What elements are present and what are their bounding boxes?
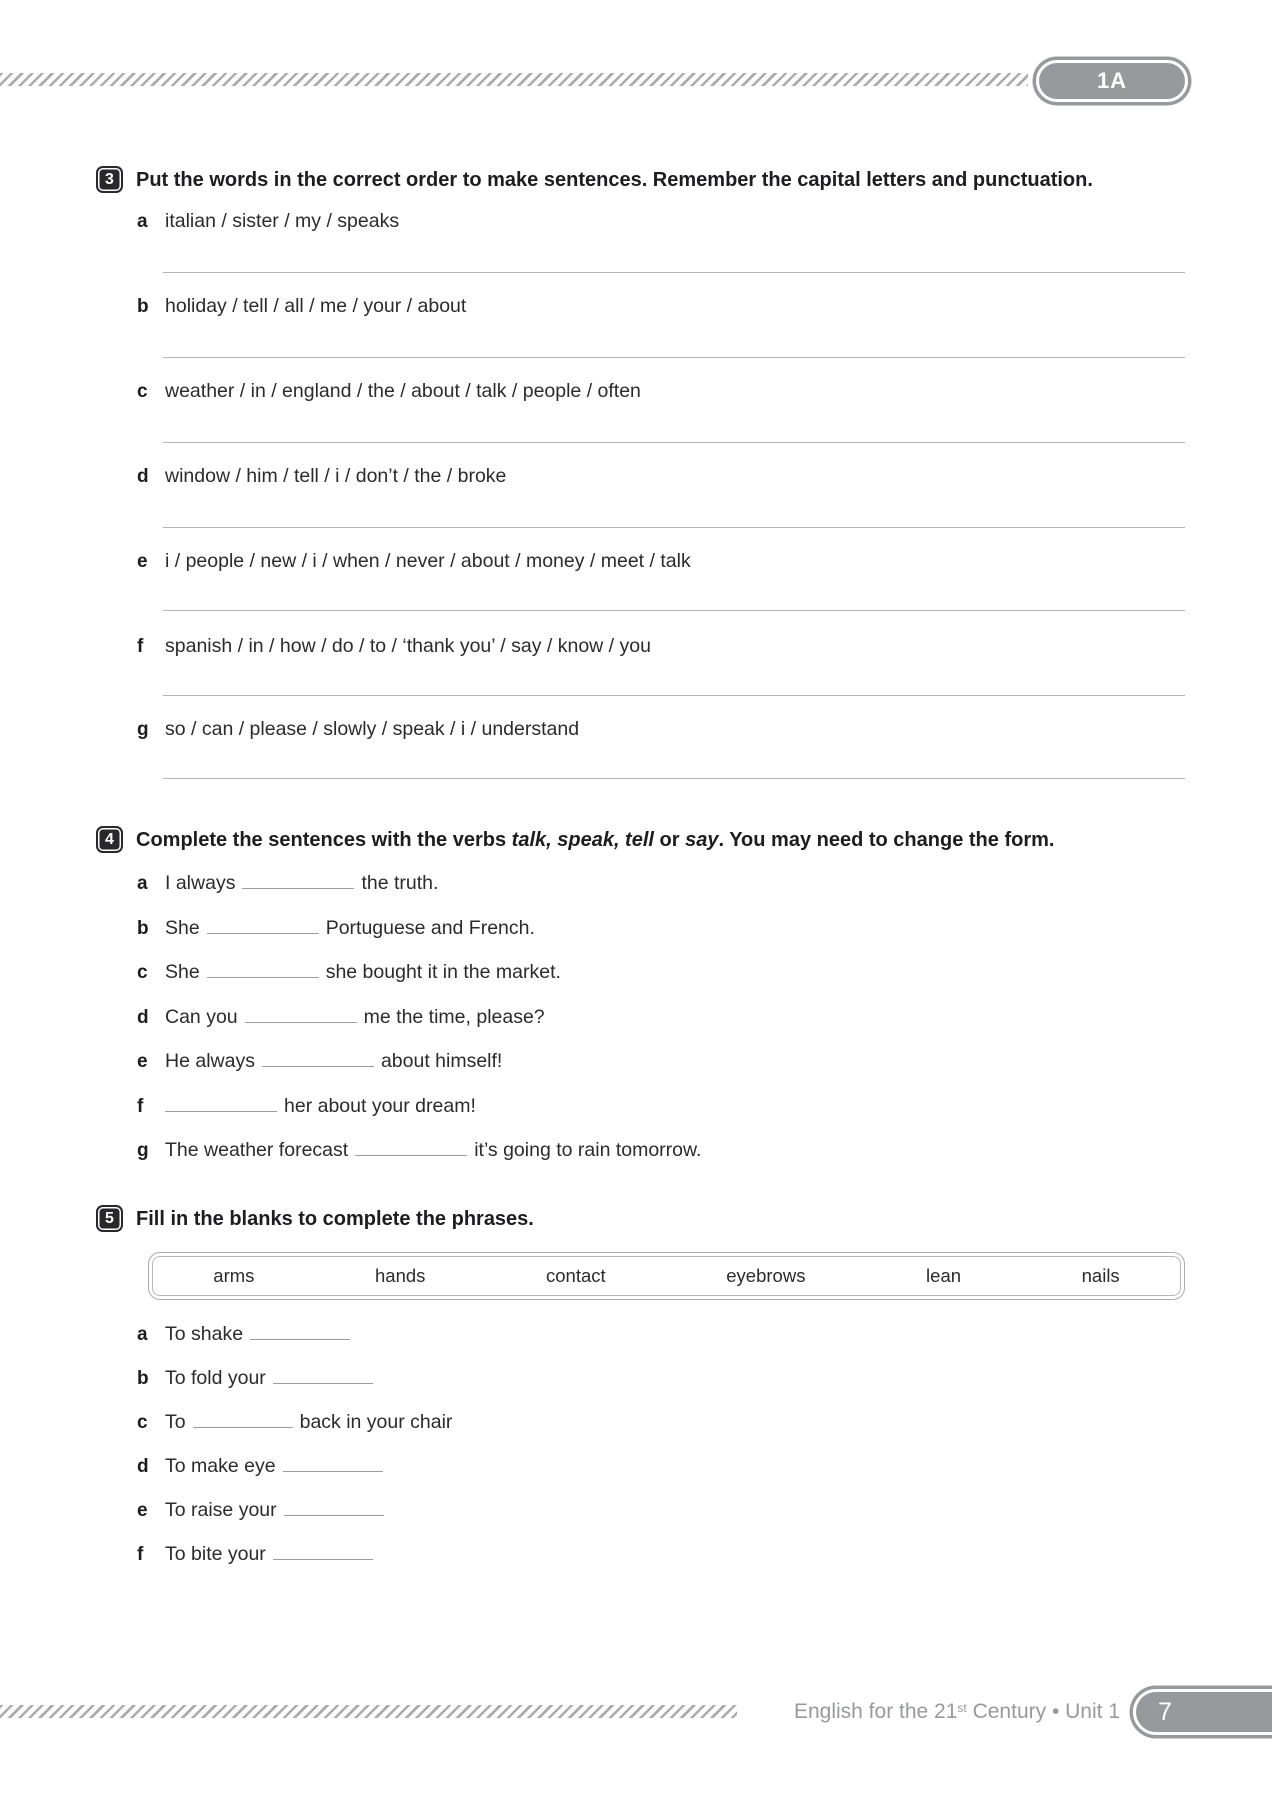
word-bank-inner xyxy=(152,1256,1181,1296)
word-bank-item: arms xyxy=(213,1265,255,1286)
item-text: i / people / new / i / when / never / about / money / meet / talk xyxy=(165,550,691,572)
exercise4-item-c xyxy=(137,961,1197,985)
exercise5-number-badge xyxy=(96,1205,123,1232)
exercise4-item-d xyxy=(137,1006,1197,1030)
item-letter: c xyxy=(137,381,148,402)
fill-in-blank[interactable] xyxy=(207,964,319,978)
fill-in-blank[interactable] xyxy=(207,920,319,934)
footer-superscript: st xyxy=(957,1701,967,1715)
exercise5-item-a xyxy=(137,1323,1197,1347)
exercise3-number: 3 xyxy=(105,170,114,188)
fill-in-blank[interactable] xyxy=(242,875,354,889)
item-letter: d xyxy=(137,1007,149,1028)
word-bank-item: contact xyxy=(546,1265,606,1286)
fill-in-blank[interactable] xyxy=(273,1370,373,1384)
exercise3-item-f xyxy=(137,635,1197,659)
item-pre-text: To make eye xyxy=(165,1455,276,1477)
item-text: holiday / tell / all / me / your / about xyxy=(165,295,467,317)
item-letter: c xyxy=(137,962,148,983)
item-letter: c xyxy=(137,1412,148,1433)
item-pre-text: The weather forecast xyxy=(165,1139,349,1161)
item-post-text: Portuguese and French. xyxy=(325,917,535,939)
item-pre-text: To bite your xyxy=(165,1543,266,1565)
item-text: weather / in / england / the / about / talk / people / often xyxy=(165,380,641,402)
footer-text-segment: Century • Unit 1 xyxy=(966,1700,1120,1723)
title-segment: . You may need to change the form. xyxy=(718,829,1055,851)
item-pre-text: She xyxy=(165,961,200,983)
word-bank-item: eyebrows xyxy=(726,1265,806,1286)
fill-in-blank[interactable] xyxy=(165,1098,277,1112)
exercise4-item-e xyxy=(137,1050,1197,1074)
exercise3-item-c xyxy=(137,380,1197,404)
fill-in-blank[interactable] xyxy=(245,1009,357,1023)
exercise3-item-g xyxy=(137,718,1197,742)
exercise5-item-f xyxy=(137,1543,1197,1567)
item-letter: f xyxy=(137,636,144,657)
word-bank-item: lean xyxy=(926,1265,962,1286)
answer-line[interactable] xyxy=(163,610,1185,611)
exercise4-number: 4 xyxy=(105,830,114,848)
title-segment-italic: talk, speak, tell xyxy=(511,829,654,851)
unit-badge xyxy=(1036,60,1188,102)
title-segment: or xyxy=(653,829,686,851)
fill-in-blank[interactable] xyxy=(283,1458,383,1472)
item-letter: a xyxy=(137,873,148,894)
exercise4-item-f xyxy=(137,1095,1197,1119)
word-bank xyxy=(148,1252,1185,1300)
item-text: so / can / please / slowly / speak / i / understand xyxy=(165,718,580,740)
item-letter: d xyxy=(137,1456,149,1477)
footer-series-title xyxy=(660,1700,1120,1724)
item-letter: e xyxy=(137,1051,148,1072)
item-post-text: she bought it in the market. xyxy=(325,961,561,983)
word-bank-item: hands xyxy=(375,1265,426,1286)
item-pre-text: She xyxy=(165,917,200,939)
word-bank-item: nails xyxy=(1081,1265,1120,1286)
item-letter: g xyxy=(137,1140,149,1161)
item-text: spanish / in / how / do / to / ‘thank you’ / say / know / you xyxy=(165,635,651,657)
exercise4-item-g xyxy=(137,1139,1197,1163)
answer-line[interactable] xyxy=(163,442,1185,443)
item-pre-text: Can you xyxy=(165,1006,238,1028)
item-letter: b xyxy=(137,1368,149,1389)
exercise3-item-d xyxy=(137,465,1197,489)
fill-in-blank[interactable] xyxy=(262,1053,374,1067)
exercise5-number: 5 xyxy=(105,1209,114,1227)
item-post-text: it’s going to rain tomorrow. xyxy=(474,1139,702,1161)
top-hatched-rule xyxy=(0,73,1028,86)
exercise4-item-b xyxy=(137,917,1197,941)
fill-in-blank[interactable] xyxy=(284,1502,384,1516)
item-pre-text: To fold your xyxy=(165,1367,266,1389)
item-pre-text: To xyxy=(165,1411,186,1433)
item-pre-text: He always xyxy=(165,1050,255,1072)
item-post-text: the truth. xyxy=(361,872,439,894)
exercise3-title: Put the words in the correct order to make sentences. Remember the capital letters and punctuation. xyxy=(136,169,1093,191)
exercise5-item-c xyxy=(137,1411,1197,1435)
fill-in-blank[interactable] xyxy=(355,1142,467,1156)
answer-line[interactable] xyxy=(163,357,1185,358)
exercise3-item-b xyxy=(137,295,1197,319)
item-letter: e xyxy=(137,1500,148,1521)
item-post-text: me the time, please? xyxy=(363,1006,545,1028)
answer-line[interactable] xyxy=(163,778,1185,779)
item-post-text: her about your dream! xyxy=(284,1095,476,1117)
page-number: 7 xyxy=(1158,1697,1172,1726)
answer-line[interactable] xyxy=(163,695,1185,696)
footer-text-segment: English for the 21 xyxy=(793,1700,958,1723)
item-post-text: about himself! xyxy=(380,1050,503,1072)
unit-badge-label: 1A xyxy=(1096,68,1128,93)
item-text: italian / sister / my / speaks xyxy=(165,210,400,232)
item-pre-text: To raise your xyxy=(165,1499,277,1521)
item-letter: f xyxy=(137,1096,144,1117)
title-segment-italic: say xyxy=(685,829,719,851)
exercise5-item-e xyxy=(137,1499,1197,1523)
answer-line[interactable] xyxy=(163,272,1185,273)
item-letter: b xyxy=(137,918,149,939)
exercise5-item-d xyxy=(137,1455,1197,1479)
item-post-text: back in your chair xyxy=(299,1411,453,1433)
item-letter: d xyxy=(137,466,149,487)
item-pre-text: To shake xyxy=(165,1323,244,1345)
exercise5-item-b xyxy=(137,1367,1197,1391)
bottom-hatched-rule xyxy=(0,1705,737,1718)
item-letter: g xyxy=(137,719,149,740)
exercise3-item-e xyxy=(137,550,1197,574)
exercise4-item-a xyxy=(137,872,1197,896)
answer-line[interactable] xyxy=(163,527,1185,528)
fill-in-blank[interactable] xyxy=(250,1326,350,1340)
fill-in-blank[interactable] xyxy=(193,1414,293,1428)
item-pre-text: I always xyxy=(165,872,236,894)
item-text: window / him / tell / i / don’t / the / broke xyxy=(165,465,507,487)
exercise3-number-badge xyxy=(96,166,123,193)
item-letter: f xyxy=(137,1544,144,1565)
item-letter: a xyxy=(137,1324,148,1345)
item-letter: a xyxy=(137,211,148,232)
exercise3-item-a xyxy=(137,210,1197,234)
title-segment: Complete the sentences with the verbs xyxy=(136,829,512,851)
page-number-badge xyxy=(1133,1689,1272,1735)
fill-in-blank[interactable] xyxy=(273,1546,373,1560)
item-letter: e xyxy=(137,551,148,572)
item-letter: b xyxy=(137,296,149,317)
exercise4-number-badge xyxy=(96,826,123,853)
exercise4-title xyxy=(136,828,1196,852)
exercise5-title: Fill in the blanks to complete the phrases. xyxy=(136,1208,534,1230)
